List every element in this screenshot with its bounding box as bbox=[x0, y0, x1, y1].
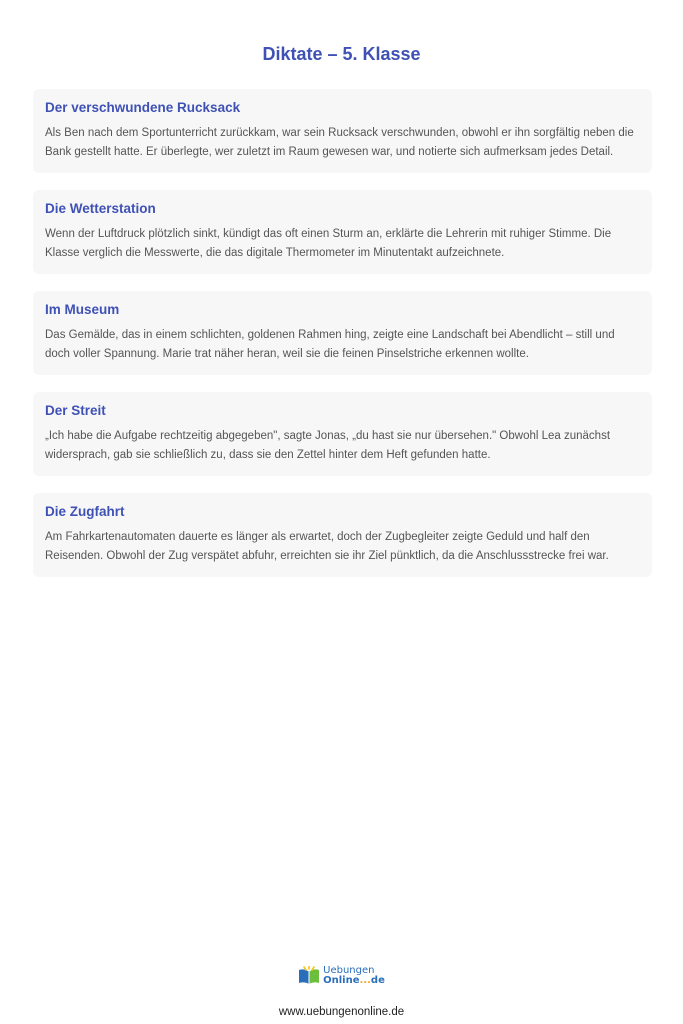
logo-line-2 bbox=[323, 976, 385, 986]
dictation-card bbox=[33, 190, 652, 274]
dictation-text: Am Fahrkartenautomaten dauerte es länger als erwartet, doch der Zugbegleiter zeigte Geduld und half den Reisenden. Obwohl der Zug verspätet abfuhr, erreichten sie ihr Ziel pünktlich, da die Anschlussstrecke frei war. bbox=[45, 531, 609, 562]
dictation-text: Wenn der Luftdruck plötzlich sinkt, kündigt das oft einen Sturm an, erklärte die Lehrerin mit ruhiger Stimme. Die Klasse verglich die Messwerte, die das digitale Thermometer im Minutentakt aufzeichnete. bbox=[45, 228, 612, 259]
page-title: Diktate – 5. Klasse bbox=[262, 44, 421, 64]
footer-url[interactable]: www.uebungenonline.de bbox=[278, 1006, 405, 1018]
dictation-card bbox=[33, 493, 652, 577]
dictation-text: Als Ben nach dem Sportunterricht zurückkam, war sein Rucksack verschwunden, obwohl er ihn sorgfältig neben die Bank gestellt hatte. Er überlegte, wer zuletzt im Raum gewesen war, und notierte sich aufmerksam jedes Detail. bbox=[45, 127, 634, 158]
dictation-title: Der verschwundene Rucksack bbox=[45, 100, 241, 115]
logo-word-online: Online bbox=[323, 975, 360, 986]
dictation-card bbox=[33, 291, 652, 375]
site-logo[interactable] bbox=[0, 966, 683, 986]
dictation-title: Die Zugfahrt bbox=[45, 504, 125, 519]
dictation-card bbox=[33, 392, 652, 476]
logo-line-1: Uebungen bbox=[323, 965, 375, 976]
dictation-title: Im Museum bbox=[45, 302, 120, 317]
open-book-icon bbox=[298, 966, 320, 986]
dictation-list bbox=[33, 89, 652, 594]
logo-dots: ... bbox=[359, 975, 371, 986]
dictation-title: Der Streit bbox=[45, 403, 106, 418]
logo-tld: de bbox=[370, 975, 385, 986]
dictation-card bbox=[33, 89, 652, 173]
dictation-title: Die Wetterstation bbox=[45, 201, 156, 216]
dictation-text: „Ich habe die Aufgabe rechtzeitig abgegeben", sagte Jonas, „du hast sie nur übersehen." Obwohl Lea zunächst widersprach, gab sie schließlich zu, dass sie den Zettel hinter dem Heft gefunden hatte. bbox=[45, 430, 611, 461]
dictation-text: Das Gemälde, das in einem schlichten, goldenen Rahmen hing, zeigte eine Landschaft bei Abendlicht – still und doch voller Spannung. Marie trat näher heran, weil sie die feinen Pinselstriche erkennen wollte. bbox=[45, 329, 615, 360]
